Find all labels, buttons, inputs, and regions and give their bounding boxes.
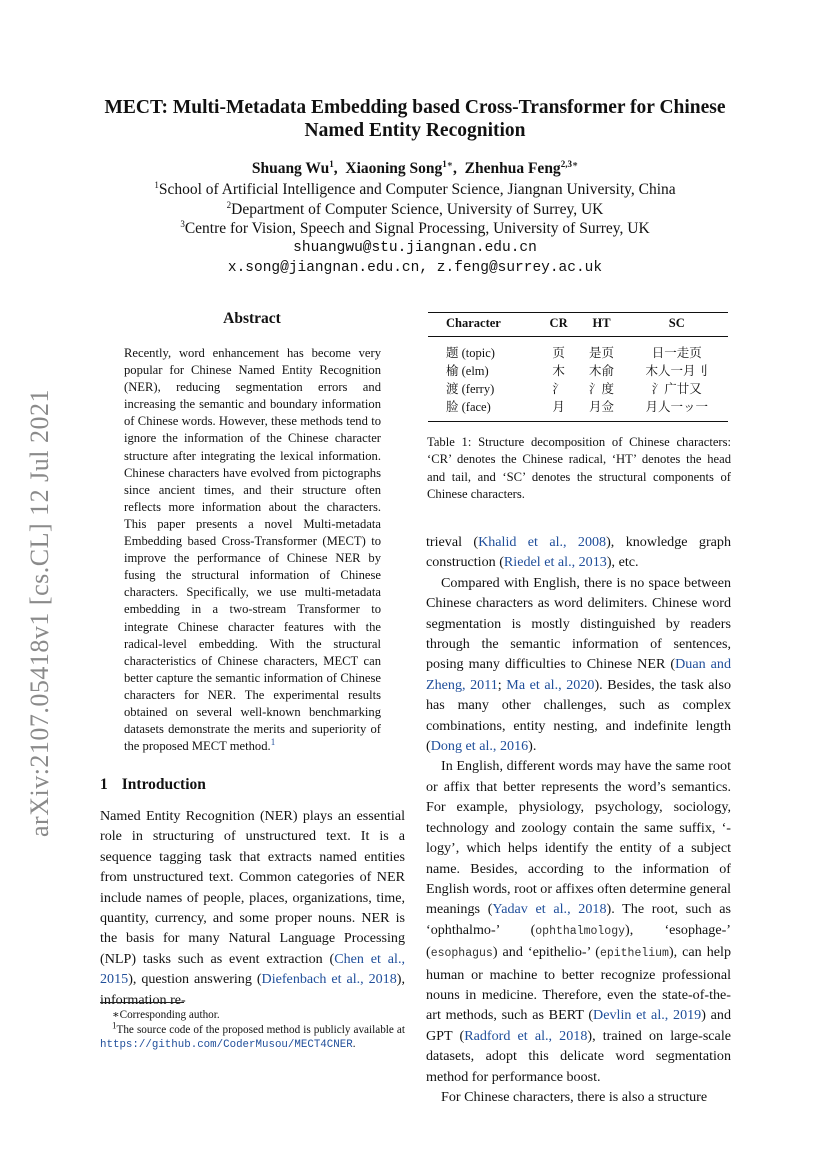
footnote-link[interactable]: 1 xyxy=(270,736,276,747)
table-caption: Table 1: Structure decomposition of Chinese characters: ‘CR’ denotes the Chinese radical, ‘HT’ denotes the head and tail, and ‘SC’ denotes the structural components of Chinese characters. xyxy=(427,435,731,501)
table-cell: 是页 xyxy=(588,346,614,360)
author-list: Shuang Wu$^1$, Xiaoning Song$^{1∗}$, Zhenhua Feng$^{2,3∗}$ xyxy=(251,158,579,177)
paragraph-text: ). Besides, the task also has many other challenges, such as complex combinations, entity nesting, and indefinite length ( xyxy=(426,676,731,755)
email-line-1: shuangwu@stu.jiangnan.edu.cn xyxy=(293,240,537,256)
author-sup: 1∗ xyxy=(442,158,454,169)
table-header-row xyxy=(428,313,728,337)
affiliation-text: School of Artificial Intelligence and Computer Science, Jiangnan University, China xyxy=(158,181,676,198)
paragraph-text: ). The root, such as ‘ophthalmo-’ ( xyxy=(426,901,731,938)
paragraph-text: ), can help human or machine to better recognize professional nouns in medicine. Therefore, even the state-of-the-art methods, such as BERT ( xyxy=(426,944,732,1024)
table-header: HT xyxy=(578,313,626,337)
abstract-body xyxy=(124,345,381,755)
citation-link[interactable]: Yadav et al., 2018 xyxy=(492,901,607,918)
paper-title: MECT: Multi-Metadata Embedding based Cross-Transformer for Chinese Named Entity Recognition xyxy=(104,97,726,141)
paragraph xyxy=(426,1087,731,1107)
source-url-link[interactable]: https://github.com/CoderMusou/MECT4CNER xyxy=(100,1039,353,1051)
table-header: CR xyxy=(540,313,578,337)
table-row xyxy=(428,380,728,398)
author-sup: 2,3∗ xyxy=(560,158,579,169)
section-heading xyxy=(100,776,206,794)
table-header: SC xyxy=(625,313,728,337)
paragraph-text: trieval ( xyxy=(426,534,479,550)
inline-code: epithelium xyxy=(599,947,669,961)
intro-paragraph xyxy=(100,806,405,1010)
table-cell: 月人一ッ一 xyxy=(625,398,728,422)
paragraph-text: ), ‘esophage-’ ( xyxy=(426,921,731,961)
table-row xyxy=(428,362,728,380)
citation-link[interactable]: Duan and Zheng, 2011 xyxy=(426,656,731,693)
table-cell: 页 xyxy=(552,346,565,360)
section-title: Introduction xyxy=(121,776,206,793)
author-name: Shuang Wu xyxy=(251,160,330,177)
arxiv-stamp xyxy=(20,378,60,848)
paragraph xyxy=(426,756,731,1087)
citation-link[interactable]: Dong et al., 2016 xyxy=(430,738,529,755)
table-cell: 木俞 xyxy=(588,364,614,378)
paragraph-text: ), question answering ( xyxy=(128,971,262,988)
arxiv-stamp-text: arXiv:2107.05418v1 [cs.CL] 12 Jul 2021 xyxy=(25,389,54,837)
table-row xyxy=(428,337,728,363)
author-sup: 1 xyxy=(329,158,334,169)
affiliation-sup: 3 xyxy=(180,218,185,229)
table-cell: 脸 (face) xyxy=(428,398,540,422)
table-cell: 木 xyxy=(552,364,565,378)
section-number: 1 xyxy=(100,776,108,793)
paragraph-text: ), etc. xyxy=(606,554,639,571)
inline-code: esophagus xyxy=(430,947,493,961)
citation-link[interactable]: Devlin et al., 2019 xyxy=(593,1007,702,1024)
paragraph-text: Compared with English, there is no space between Chinese characters as word delimiters. Chinese word segmentation is mostly distinguished by readers through the semantic information of sentences, posing many difficulties to Chinese NER ( xyxy=(426,574,731,673)
affiliation-sup: 1 xyxy=(154,179,159,190)
footnotes xyxy=(100,1008,405,1053)
email-line-2: x.song@jiangnan.edu.cn, z.feng@surrey.ac.uk xyxy=(227,260,603,276)
footnote-text: The source code of the proposed method is publicly available at xyxy=(116,1023,405,1036)
abstract-text: Recently, word enhancement has become very popular for Chinese Named Entity Recognition (NER), reducing segmentation errors and increasing the semantic and boundary information of Chinese words. However, these methods tend to ignore the information of the Chinese character structure after integrating the lexical information. Chinese characters have evolved from pictographs since ancient times, and their structure often reflects more information about the characters. This paper presents a novel Multi-metadata Embedding based Cross-Transformer (MECT) to improve the performance of Chinese NER by fusing the structural information of Chinese characters. Specifically, we use multi-metadata embedding in a two-stream Transformer to integrate Chinese character features with the radical-level embedding. With the structural characteristics of Chinese characters, MECT can better capture the semantic information of Chinese characters for NER. The experimental results obtained on several well-known benchmarking datasets demonstrate the merits and superiority of the proposed MECT method. xyxy=(124,346,381,754)
affiliation-text: Centre for Vision, Speech and Signal Processing, University of Surrey, UK xyxy=(184,220,650,237)
citation-link[interactable]: Chen et al., 2015 xyxy=(100,950,406,988)
inline-code: ophthalmology xyxy=(535,924,625,938)
table-cell: 木人一月刂 xyxy=(645,364,708,378)
affiliation-text: Department of Computer Science, University of Surrey, UK xyxy=(231,201,604,218)
table-cell: 氵度 xyxy=(588,382,614,396)
paragraph-text: In English, different words may have the same root or affix that better represents the word’s semantics. For example, physiology, psychology, sociology, technology and zoology contain the same suffix, ‘-logy’, which helps identify the entity of a subject name. Besides, according to the information of English words, root or affixes often determine general meanings ( xyxy=(426,758,732,918)
author-name: Xiaoning Song xyxy=(345,160,443,177)
paragraph xyxy=(426,532,731,573)
citation-link[interactable]: Radford et al., 2018 xyxy=(464,1027,588,1044)
abstract-heading: Abstract xyxy=(223,310,281,327)
table-cell: 月 xyxy=(540,398,578,422)
paragraph-text: For Chinese characters, there is also a structure xyxy=(441,1088,708,1105)
paragraph-text: ), trained on large-scale datasets, adopt this delicate word segmentation method for performance boost. xyxy=(426,1027,731,1085)
affiliation-3 xyxy=(100,219,730,238)
paragraph-text: ) and ‘epithelio-’ ( xyxy=(492,944,600,961)
right-column xyxy=(426,532,731,1107)
structure-table xyxy=(428,312,728,422)
table-cell: 榆 (elm) xyxy=(446,364,489,378)
table-cell: 渡 (ferry) xyxy=(446,382,495,396)
table-cell: 日一走页 xyxy=(651,346,702,360)
table-cell: 氵 xyxy=(552,382,565,396)
paragraph-text: ; xyxy=(497,676,507,693)
footnote-source xyxy=(100,1019,405,1053)
paragraph-text: ) and GPT ( xyxy=(426,1007,732,1044)
paragraph-text: ), knowledge graph construction ( xyxy=(426,534,731,571)
table-cell: 月佥 xyxy=(578,398,626,422)
paragraph-text: ), information re- xyxy=(100,971,405,1008)
affiliation-1 xyxy=(100,180,730,199)
author-name: Zhenhua Feng xyxy=(464,160,561,177)
paragraph-text: Named Entity Recognition (NER) plays an essential role in structuring of unstructured text. It is a sequence tagging task that extracts named entities from unstructured text. Common categories of NER include names of people, places, organizations, time, quantity, currency, and some proper nouns. NER is the basis for many Natural Language Processing (NLP) tasks such as event extraction ( xyxy=(100,808,405,967)
footnote-sup: 1 xyxy=(112,1019,117,1030)
affiliation-sup: 2 xyxy=(226,199,232,210)
table-cell: 题 (topic) xyxy=(446,346,495,360)
footnote-text: . xyxy=(352,1038,356,1050)
affiliation-2 xyxy=(100,200,730,219)
citation-link[interactable]: Khalid et al., 2008 xyxy=(478,534,607,550)
citation-link[interactable]: Riedel et al., 2013 xyxy=(503,554,607,571)
table-row xyxy=(428,398,728,422)
footnote-corresponding: ∗Corresponding author. xyxy=(112,1009,220,1021)
paragraph xyxy=(426,573,731,757)
table-header: Character xyxy=(428,313,540,337)
table-cell: 氵广廿又 xyxy=(651,382,702,396)
citation-link[interactable]: Diefenbach et al., 2018 xyxy=(261,971,397,988)
paragraph-text: ). xyxy=(528,738,537,755)
citation-link[interactable]: Ma et al., 2020 xyxy=(506,676,595,693)
footnote-rule xyxy=(100,1002,184,1003)
